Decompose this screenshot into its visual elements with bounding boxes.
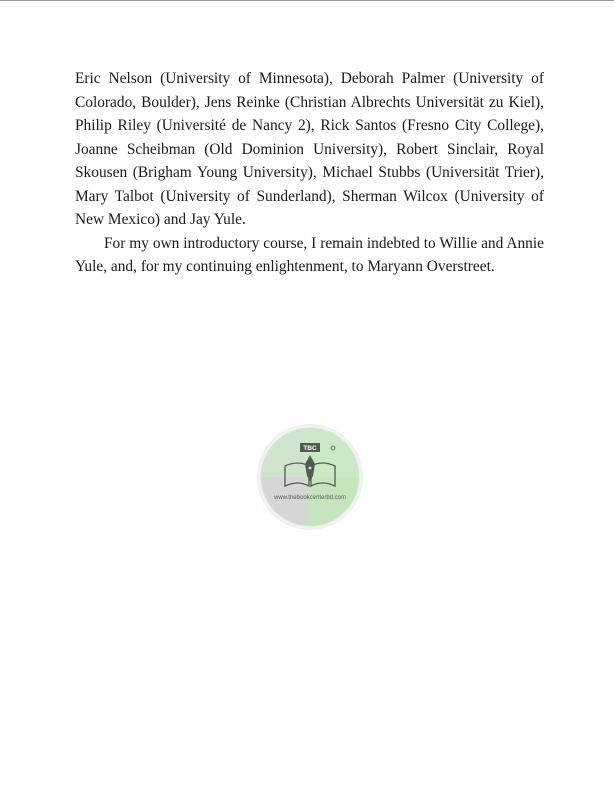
watermark-logo [257, 424, 363, 530]
watermark-url: www.thebookcenterbd.com [273, 495, 347, 501]
page-body-text [75, 67, 544, 279]
paragraph-dedication [75, 232, 544, 279]
text-line: Mary Talbot (University of Sunderland), Sherman Wilcox (University of [75, 187, 544, 205]
watermark-seal-icon [257, 424, 363, 530]
watermark-badge-text: TBC [303, 445, 317, 452]
text-line: New Mexico) and Jay Yule. [75, 211, 246, 228]
text-line: Annie Yule, and, for my continuing enlightenment, to Maryann Overstreet. [75, 234, 544, 275]
text-line: Skousen (Brigham Young University), Michael Stubbs (Universität Trier), [75, 164, 544, 181]
text-line: Joanne Scheibman (Old Dominion University), Robert Sinclair, Royal [75, 140, 544, 158]
text-line: Philip Riley (Université de Nancy 2), Rick Santos (Fresno City College), [75, 117, 544, 134]
paragraph-acknowledgements-continued [75, 67, 544, 232]
text-line: Colorado, Boulder), Jens Reinke (Christian Albrechts Universität zu Kiel), [75, 93, 544, 111]
text-line: Eric Nelson (University of Minnesota), Deborah Palmer (University of [75, 70, 544, 87]
text-line: For my own introductory course, I remain indebted to Willie and [104, 234, 507, 252]
page-top-edge [0, 0, 614, 1]
